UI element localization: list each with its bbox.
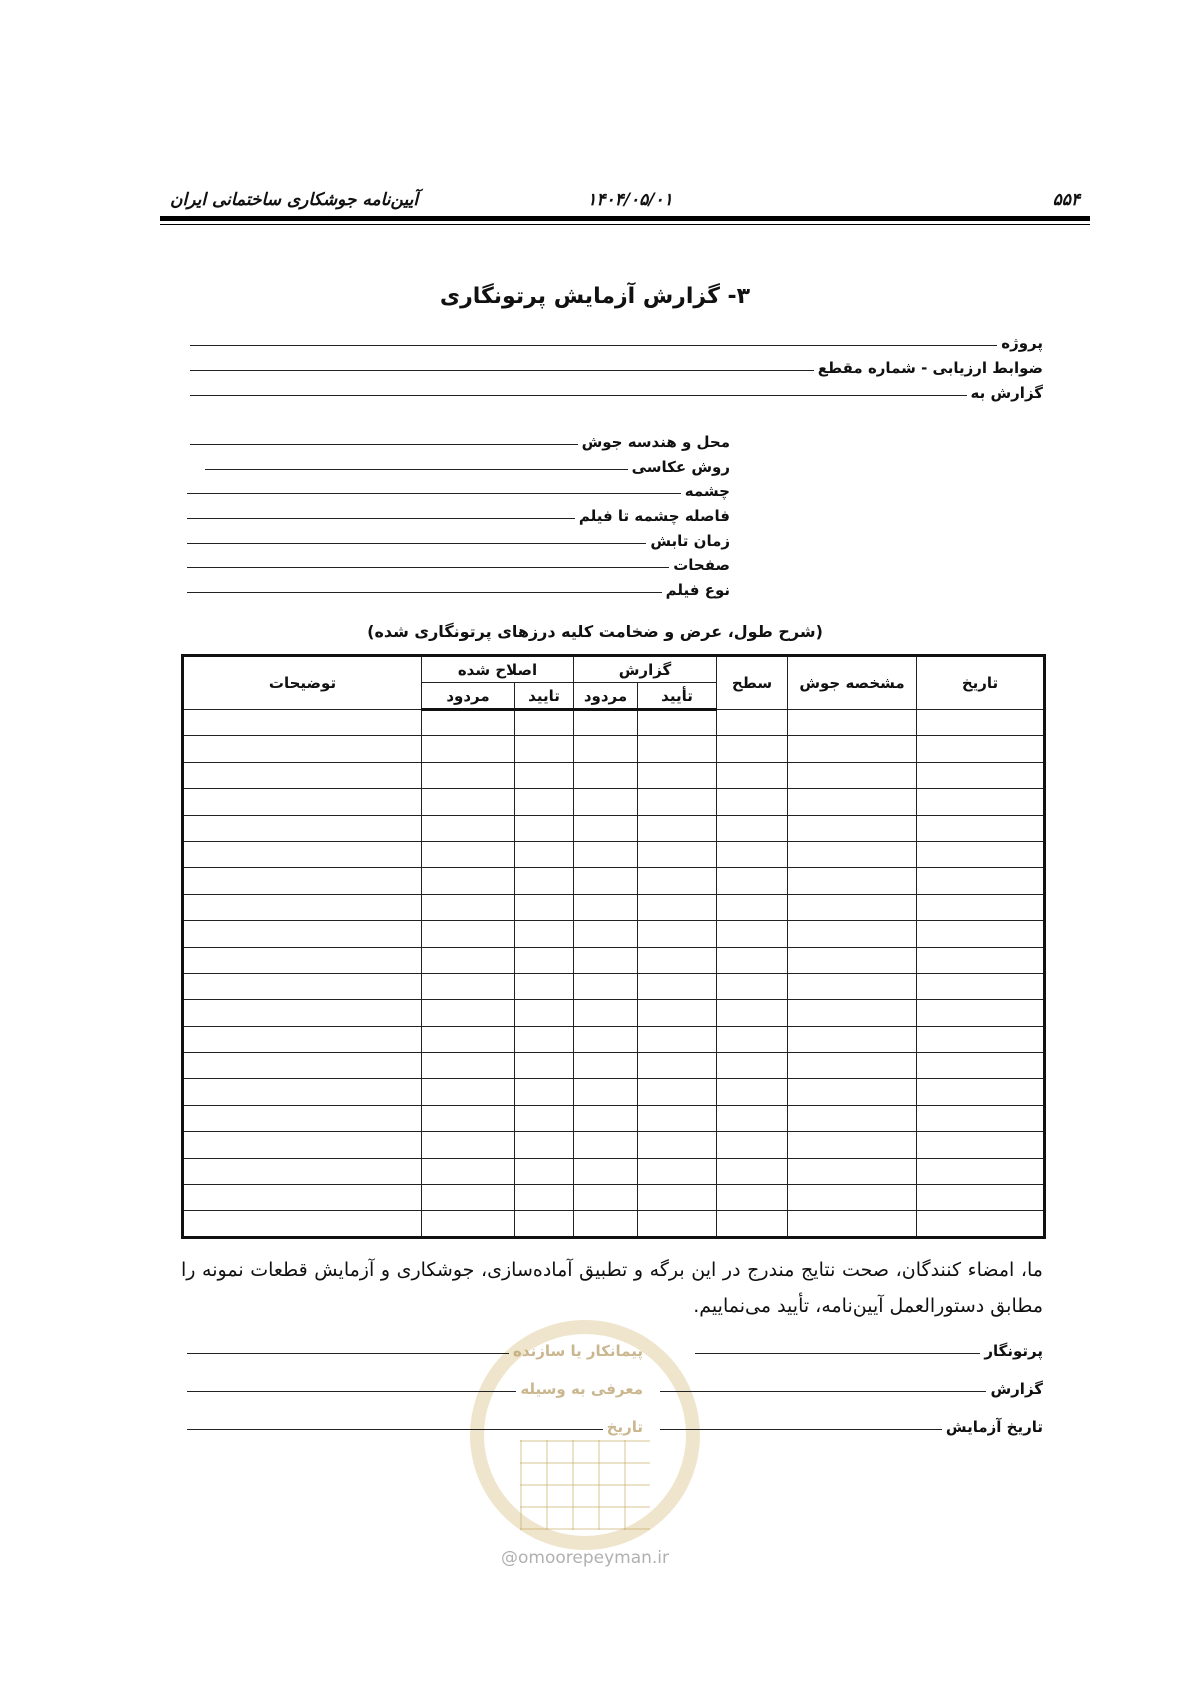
table-row xyxy=(183,710,1045,736)
table-cell[interactable] xyxy=(183,1079,422,1105)
table-cell[interactable] xyxy=(515,1132,574,1158)
field-plates xyxy=(187,556,730,574)
table-cell[interactable] xyxy=(638,1053,717,1079)
certification-statement: ما، امضاء کنندگان، صحت نتایج مندرج در این برگه و تطبیق آماده‌سازی، جوشکاری و آزمایش قطعات نمونه را مطابق دستورالعمل آیین‌نامه، تأیید می‌نماییم. xyxy=(181,1259,1043,1317)
table-cell[interactable] xyxy=(788,921,917,947)
form-title: ۳- گزارش آزمایش پرتونگاری xyxy=(439,284,751,309)
table-row xyxy=(183,1079,1045,1105)
table-cell[interactable] xyxy=(515,1211,574,1237)
sig-report xyxy=(660,1380,1043,1398)
table-cell[interactable] xyxy=(183,1132,422,1158)
table-row xyxy=(183,1211,1045,1237)
table-cell[interactable] xyxy=(422,762,515,788)
field-source-label: چشمه xyxy=(684,482,730,500)
table-cell[interactable] xyxy=(717,1105,788,1131)
table-cell[interactable] xyxy=(717,973,788,999)
table-cell[interactable] xyxy=(917,1000,1045,1026)
table-cell[interactable] xyxy=(788,894,917,920)
table-cell[interactable] xyxy=(917,1026,1045,1052)
table-cell[interactable] xyxy=(515,1000,574,1026)
table-cell[interactable] xyxy=(717,947,788,973)
table-cell[interactable] xyxy=(788,868,917,894)
table-cell[interactable] xyxy=(788,710,917,736)
header-book-title: آیین‌نامه جوشکاری ساختمانی ایران xyxy=(170,190,419,210)
field-exposure-line[interactable] xyxy=(187,543,646,544)
table-cell[interactable] xyxy=(515,762,574,788)
table-cell[interactable] xyxy=(183,921,422,947)
sig-test-date-label: تاریخ آزمایش xyxy=(945,1418,1043,1436)
table-cell[interactable] xyxy=(422,1053,515,1079)
table-cell[interactable] xyxy=(917,1105,1045,1131)
table-cell[interactable] xyxy=(515,789,574,815)
table-cell[interactable] xyxy=(638,815,717,841)
table-cell[interactable] xyxy=(638,710,717,736)
table-cell[interactable] xyxy=(183,710,422,736)
sig-radiographer-line[interactable] xyxy=(695,1353,980,1354)
table-cell[interactable] xyxy=(515,1185,574,1211)
table-row xyxy=(183,973,1045,999)
table-row xyxy=(183,894,1045,920)
table-cell[interactable] xyxy=(574,1158,638,1184)
table-cell[interactable] xyxy=(574,1079,638,1105)
field-source-line[interactable] xyxy=(187,493,681,494)
table-cell[interactable] xyxy=(183,841,422,867)
sig-introduced xyxy=(187,1380,643,1398)
sig-test-date xyxy=(660,1418,1043,1436)
table-row xyxy=(183,815,1045,841)
table-row xyxy=(183,947,1045,973)
table-cell[interactable] xyxy=(574,894,638,920)
field-film-type-line[interactable] xyxy=(187,592,662,593)
table-cell[interactable] xyxy=(422,921,515,947)
table-cell[interactable] xyxy=(638,1026,717,1052)
table-cell[interactable] xyxy=(717,1026,788,1052)
sig-contractor xyxy=(187,1342,643,1360)
report-approve-header: تأیید xyxy=(638,683,717,710)
table-cell[interactable] xyxy=(638,1211,717,1237)
table-cell[interactable] xyxy=(638,868,717,894)
field-location-label: محل و هندسه جوش xyxy=(581,433,730,451)
sig-report-label: گزارش xyxy=(990,1380,1043,1398)
table-cell[interactable] xyxy=(574,921,638,947)
table-cell[interactable] xyxy=(638,841,717,867)
sig-test-date-line[interactable] xyxy=(660,1429,942,1430)
table-cell[interactable] xyxy=(917,789,1045,815)
table-cell[interactable] xyxy=(515,1053,574,1079)
table-cell[interactable] xyxy=(574,841,638,867)
table-cell[interactable] xyxy=(574,789,638,815)
field-report-to-label: گزارش به xyxy=(970,384,1043,402)
table-cell[interactable] xyxy=(788,841,917,867)
table-cell[interactable] xyxy=(788,1158,917,1184)
table-cell[interactable] xyxy=(183,815,422,841)
col-notes-header: توضیحات xyxy=(183,656,422,710)
table-cell[interactable] xyxy=(422,789,515,815)
col-level-header: سطح xyxy=(717,656,788,710)
table-cell[interactable] xyxy=(574,868,638,894)
table-cell[interactable] xyxy=(183,1105,422,1131)
table-cell[interactable] xyxy=(788,736,917,762)
table-cell[interactable] xyxy=(183,868,422,894)
report-reject-header: مردود xyxy=(574,683,638,710)
table-cell[interactable] xyxy=(917,894,1045,920)
table-cell[interactable] xyxy=(515,947,574,973)
table-cell[interactable] xyxy=(788,1211,917,1237)
table-cell[interactable] xyxy=(917,1185,1045,1211)
table-row xyxy=(183,1105,1045,1131)
table-cell[interactable] xyxy=(788,1132,917,1158)
table-cell[interactable] xyxy=(515,973,574,999)
table-cell[interactable] xyxy=(183,762,422,788)
field-criteria xyxy=(190,359,1043,377)
table-cell[interactable] xyxy=(717,868,788,894)
field-project xyxy=(190,334,1043,352)
field-exposure xyxy=(187,532,730,550)
table-cell[interactable] xyxy=(917,762,1045,788)
table-cell[interactable] xyxy=(638,1132,717,1158)
table-cell[interactable] xyxy=(788,1185,917,1211)
table-cell[interactable] xyxy=(917,1079,1045,1105)
table-cell[interactable] xyxy=(788,1053,917,1079)
sig-contractor-label: پیمانکار یا سازنده xyxy=(513,1342,643,1360)
table-cell[interactable] xyxy=(422,1132,515,1158)
sig-introduced-line[interactable] xyxy=(187,1391,516,1392)
table-cell[interactable] xyxy=(515,1105,574,1131)
table-cell[interactable] xyxy=(422,710,515,736)
table-cell[interactable] xyxy=(422,1211,515,1237)
table-row xyxy=(183,1185,1045,1211)
table-cell[interactable] xyxy=(717,921,788,947)
table-cell[interactable] xyxy=(574,947,638,973)
table-cell[interactable] xyxy=(422,973,515,999)
table-cell[interactable] xyxy=(917,736,1045,762)
field-distance-label: فاصله چشمه تا فیلم xyxy=(578,507,730,525)
table-cell[interactable] xyxy=(515,1158,574,1184)
col-date-header: تاریخ xyxy=(917,656,1045,710)
table-cell[interactable] xyxy=(917,1211,1045,1237)
table-cell[interactable] xyxy=(638,921,717,947)
table-cell[interactable] xyxy=(422,1158,515,1184)
table-cell[interactable] xyxy=(422,736,515,762)
table-cell[interactable] xyxy=(574,973,638,999)
table-cell[interactable] xyxy=(638,762,717,788)
table-cell[interactable] xyxy=(917,815,1045,841)
table-cell[interactable] xyxy=(183,1026,422,1052)
field-film-type-label: نوع فیلم xyxy=(665,581,730,599)
field-distance-line[interactable] xyxy=(187,518,575,519)
table-cell[interactable] xyxy=(788,947,917,973)
table-cell[interactable] xyxy=(917,973,1045,999)
field-report-to-line[interactable] xyxy=(190,395,967,396)
field-report-to xyxy=(190,384,1043,402)
table-cell[interactable] xyxy=(574,1105,638,1131)
table-cell[interactable] xyxy=(917,947,1045,973)
table-cell[interactable] xyxy=(422,868,515,894)
table-cell[interactable] xyxy=(788,1026,917,1052)
table-cell[interactable] xyxy=(183,947,422,973)
table-cell[interactable] xyxy=(717,1000,788,1026)
table-cell[interactable] xyxy=(717,894,788,920)
table-cell[interactable] xyxy=(183,973,422,999)
group-corrected-header: اصلاح شده xyxy=(422,656,574,683)
field-location xyxy=(190,433,730,451)
table-cell[interactable] xyxy=(515,815,574,841)
table-cell[interactable] xyxy=(574,736,638,762)
results-table xyxy=(181,654,1046,1239)
table-cell[interactable] xyxy=(788,1079,917,1105)
table-cell[interactable] xyxy=(574,815,638,841)
table-cell[interactable] xyxy=(717,1185,788,1211)
field-criteria-label: ضوابط ارزیابی - شماره مقطع xyxy=(817,359,1043,377)
table-cell[interactable] xyxy=(183,1185,422,1211)
table-cell[interactable] xyxy=(717,1132,788,1158)
field-project-line[interactable] xyxy=(190,345,997,346)
table-cell[interactable] xyxy=(638,973,717,999)
table-cell[interactable] xyxy=(638,894,717,920)
table-row xyxy=(183,789,1045,815)
table-cell[interactable] xyxy=(917,710,1045,736)
table-cell[interactable] xyxy=(574,1132,638,1158)
table-cell[interactable] xyxy=(917,841,1045,867)
table-cell[interactable] xyxy=(788,815,917,841)
sig-date-label: تاریخ xyxy=(606,1418,643,1436)
table-row xyxy=(183,921,1045,947)
corrected-approve-header: تایید xyxy=(515,683,574,710)
table-cell[interactable] xyxy=(422,894,515,920)
table-caption: (شرح طول، عرض و ضخامت کلیه درزهای پرتونگاری شده) xyxy=(367,622,823,641)
table-row xyxy=(183,1026,1045,1052)
table-cell[interactable] xyxy=(183,1211,422,1237)
field-exposure-label: زمان تابش xyxy=(650,532,730,550)
table-cell[interactable] xyxy=(515,868,574,894)
table-row xyxy=(183,736,1045,762)
table-cell[interactable] xyxy=(183,1053,422,1079)
watermark-site: @omoorepeyman.ir xyxy=(500,1548,670,1568)
table-cell[interactable] xyxy=(717,762,788,788)
table-cell[interactable] xyxy=(515,841,574,867)
table-cell[interactable] xyxy=(917,1053,1045,1079)
table-cell[interactable] xyxy=(422,1105,515,1131)
table-cell[interactable] xyxy=(917,868,1045,894)
table-cell[interactable] xyxy=(638,1158,717,1184)
table-row xyxy=(183,1132,1045,1158)
table-cell[interactable] xyxy=(574,1211,638,1237)
table-cell[interactable] xyxy=(638,1185,717,1211)
watermark-grid-icon xyxy=(520,1440,650,1530)
table-cell[interactable] xyxy=(183,1158,422,1184)
table-cell[interactable] xyxy=(574,710,638,736)
table-row xyxy=(183,1000,1045,1026)
header-date: ۱۴۰۴/۰۵/۰۱ xyxy=(587,190,673,210)
table-row xyxy=(183,762,1045,788)
table-cell[interactable] xyxy=(788,1105,917,1131)
table-cell[interactable] xyxy=(717,736,788,762)
field-source xyxy=(187,482,730,500)
sig-radiographer-label: پرتونگار xyxy=(984,1342,1043,1360)
field-location-line[interactable] xyxy=(190,444,578,445)
page-number: ۵۵۴ xyxy=(1052,190,1080,210)
table-cell[interactable] xyxy=(422,1000,515,1026)
table-row xyxy=(183,868,1045,894)
table-cell[interactable] xyxy=(574,1000,638,1026)
table-row xyxy=(183,1158,1045,1184)
table-cell[interactable] xyxy=(717,815,788,841)
header-rule-thick xyxy=(160,216,1090,221)
field-project-label: پروژه xyxy=(1001,334,1043,352)
field-film-type xyxy=(187,581,730,599)
table-cell[interactable] xyxy=(515,1079,574,1105)
sig-radiographer xyxy=(695,1342,1043,1360)
table-cell[interactable] xyxy=(515,921,574,947)
table-cell[interactable] xyxy=(788,789,917,815)
table-cell[interactable] xyxy=(515,1026,574,1052)
table-cell[interactable] xyxy=(638,736,717,762)
results-table-body xyxy=(183,710,1045,1238)
field-plates-label: صفحات xyxy=(673,556,730,574)
table-cell[interactable] xyxy=(717,710,788,736)
field-method xyxy=(205,458,730,476)
table-cell[interactable] xyxy=(422,1026,515,1052)
table-cell[interactable] xyxy=(422,841,515,867)
table-cell[interactable] xyxy=(788,762,917,788)
col-weld-header: مشخصه جوش xyxy=(788,656,917,710)
sig-report-line[interactable] xyxy=(660,1391,986,1392)
table-cell[interactable] xyxy=(788,973,917,999)
table-cell[interactable] xyxy=(183,789,422,815)
table-cell[interactable] xyxy=(788,1000,917,1026)
table-cell[interactable] xyxy=(183,894,422,920)
table-cell[interactable] xyxy=(574,762,638,788)
table-cell[interactable] xyxy=(917,1158,1045,1184)
table-cell[interactable] xyxy=(638,947,717,973)
table-cell[interactable] xyxy=(917,1132,1045,1158)
table-cell[interactable] xyxy=(422,947,515,973)
table-cell[interactable] xyxy=(717,1079,788,1105)
table-cell[interactable] xyxy=(574,1026,638,1052)
header-rule-thin xyxy=(160,224,1090,225)
table-row xyxy=(183,841,1045,867)
field-plates-line[interactable] xyxy=(187,567,669,568)
table-cell[interactable] xyxy=(515,736,574,762)
table-cell[interactable] xyxy=(574,1053,638,1079)
table-cell[interactable] xyxy=(917,921,1045,947)
table-cell[interactable] xyxy=(422,1185,515,1211)
table-cell[interactable] xyxy=(183,1000,422,1026)
table-cell[interactable] xyxy=(422,1079,515,1105)
sig-contractor-line[interactable] xyxy=(187,1353,509,1354)
table-cell[interactable] xyxy=(183,736,422,762)
group-report-header: گزارش xyxy=(574,656,717,683)
table-cell[interactable] xyxy=(717,1053,788,1079)
sig-date xyxy=(187,1418,643,1436)
table-cell[interactable] xyxy=(717,841,788,867)
sig-introduced-label: معرفی به وسیله xyxy=(520,1380,643,1398)
field-method-label: روش عکاسی xyxy=(631,458,730,476)
table-cell[interactable] xyxy=(515,894,574,920)
table-cell[interactable] xyxy=(574,1185,638,1211)
table-cell[interactable] xyxy=(638,1105,717,1131)
table-row xyxy=(183,1053,1045,1079)
sig-date-line[interactable] xyxy=(187,1429,603,1430)
field-criteria-line[interactable] xyxy=(190,370,814,371)
table-cell[interactable] xyxy=(515,710,574,736)
field-distance xyxy=(187,507,730,525)
field-method-line[interactable] xyxy=(205,469,628,470)
table-cell[interactable] xyxy=(717,789,788,815)
table-cell[interactable] xyxy=(638,1079,717,1105)
corrected-reject-header: مردود xyxy=(422,683,515,710)
table-cell[interactable] xyxy=(638,789,717,815)
table-cell[interactable] xyxy=(717,1211,788,1237)
table-cell[interactable] xyxy=(422,815,515,841)
table-cell[interactable] xyxy=(638,1000,717,1026)
table-cell[interactable] xyxy=(717,1158,788,1184)
